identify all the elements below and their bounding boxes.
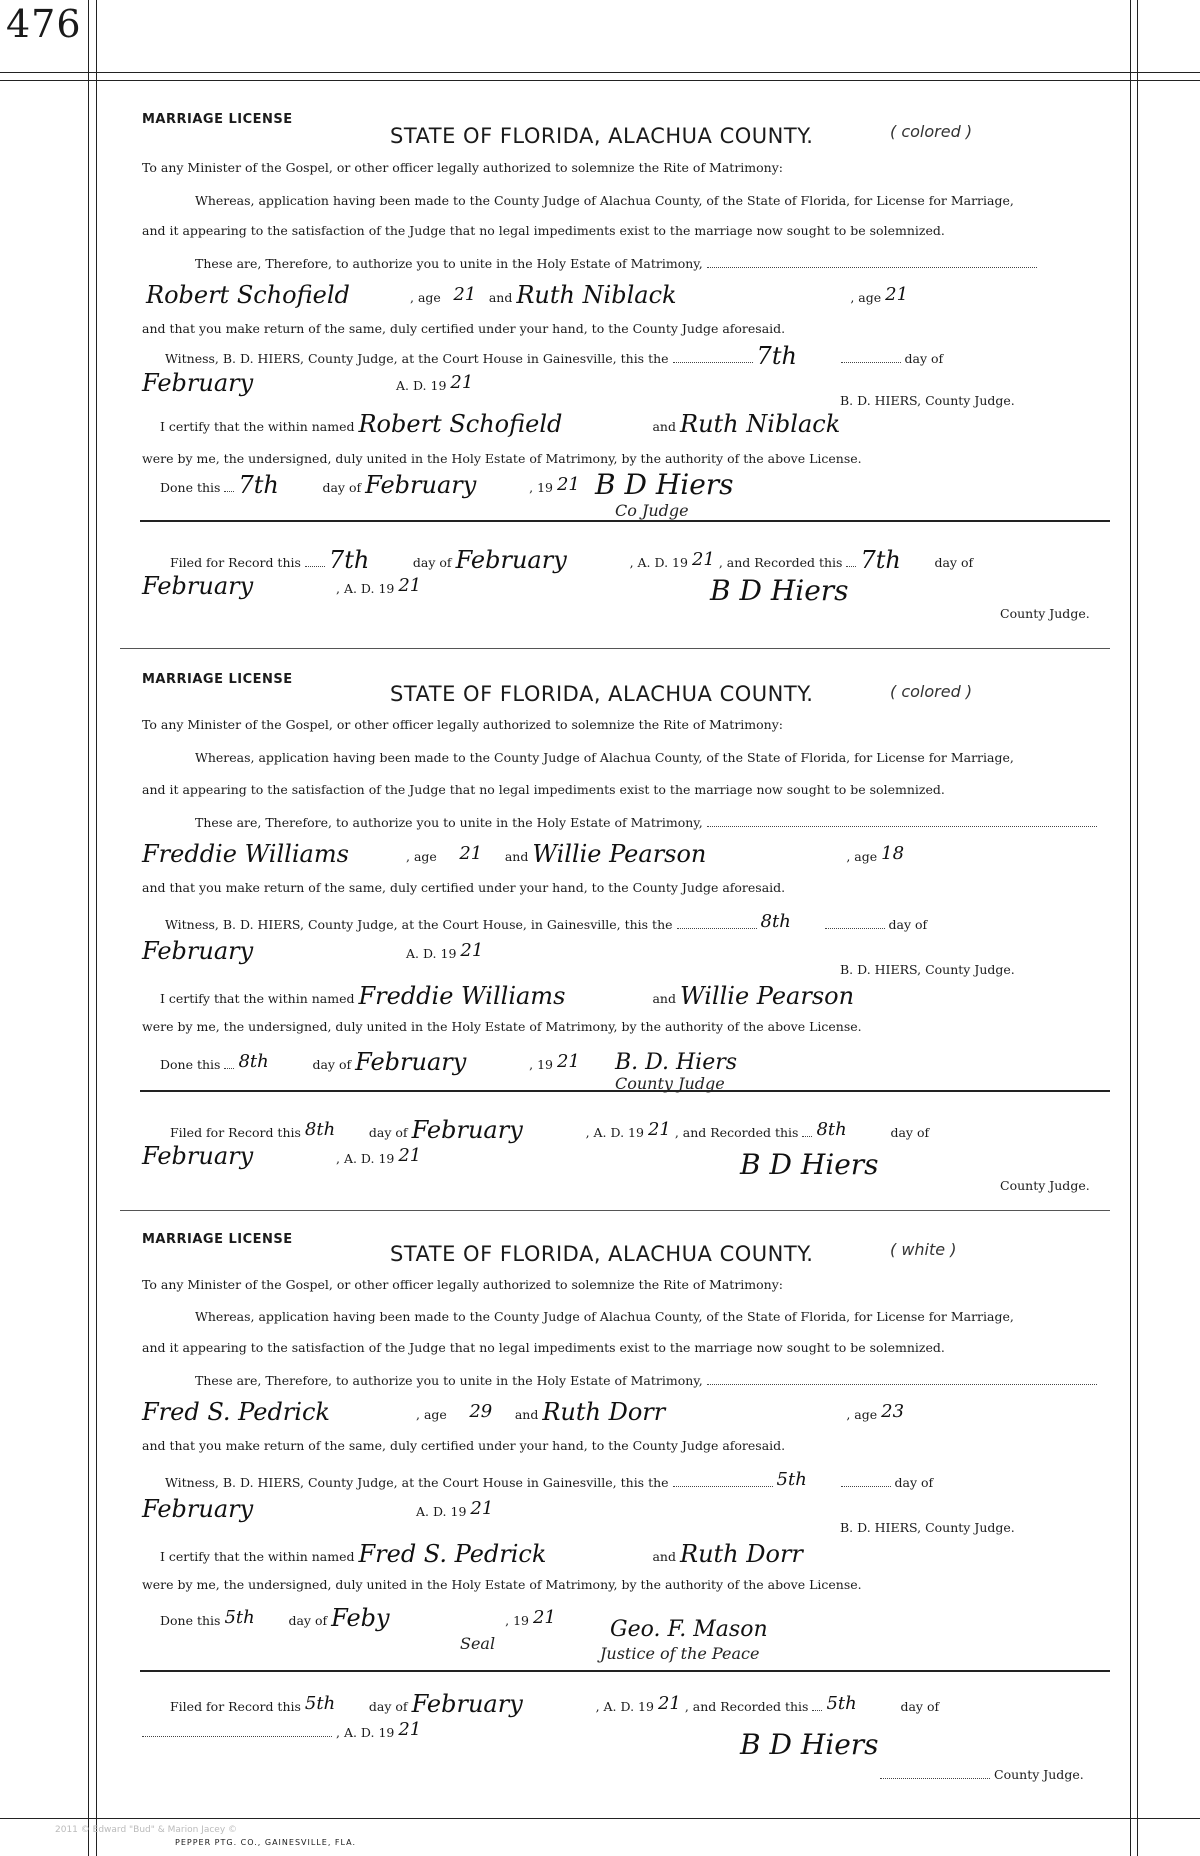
filed-year: 21	[657, 1693, 681, 1714]
filed-month: February	[455, 546, 567, 574]
authorize-line: These are, Therefore, to authorize you to unite in the Holy Estate of Matrimony,	[195, 255, 1037, 271]
done-day: 5th	[224, 1607, 255, 1628]
race-note: ( colored )	[890, 682, 973, 701]
certify-line: I certify that the within named Fred S. Pedrick and Ruth Dorr	[160, 1542, 940, 1564]
done-month: Feby	[331, 1604, 390, 1632]
united-line: were by me, the undersigned, duly united in the Holy Estate of Matrimony, by the authority of the above License.	[142, 451, 862, 466]
copyright-watermark: 2011 © Edward "Bud" & Marion Jacey ©	[55, 1825, 238, 1835]
appearing-line: and it appearing to the satisfaction of the Judge that no legal impediments exist to the marriage now sought to be solemnized.	[142, 1340, 945, 1355]
recorded-day: 8th	[816, 1119, 847, 1140]
filed-year: 21	[691, 549, 715, 570]
whereas-line: Whereas, application having been made to the County Judge of Alachua County, of the State of Florida, for License for Marriage,	[195, 1309, 1014, 1324]
judge-title: B. D. HIERS, County Judge.	[840, 393, 1015, 408]
appearing-line: and it appearing to the satisfaction of the Judge that no legal impediments exist to the marriage now sought to be solemnized.	[142, 782, 945, 797]
bride-age: 21	[885, 284, 909, 305]
recorded-month-line: February , A. D. 19 21	[142, 1142, 422, 1170]
done-year: 21	[532, 1607, 556, 1628]
filed-day: 5th	[304, 1693, 336, 1714]
done-year: 21	[556, 474, 580, 495]
race-note: ( white )	[890, 1240, 957, 1259]
officiant-signature: Geo. F. Mason	[610, 1617, 768, 1642]
license-3-filing	[120, 1692, 1110, 1802]
state-title: STATE OF FLORIDA, ALACHUA COUNTY.	[390, 124, 814, 148]
printer-imprint: PEPPER PTG. CO., GAINESVILLE, FLA.	[175, 1838, 357, 1847]
officiant-title: Co Judge	[615, 501, 689, 520]
done-year: 21	[556, 1051, 580, 1072]
cert-bride: Ruth Niblack	[680, 410, 841, 438]
ledger-top-rule-inner	[0, 80, 1200, 81]
groom-age: 21	[453, 284, 477, 305]
done-month: February	[355, 1048, 467, 1076]
cert-groom: Freddie Williams	[358, 982, 566, 1010]
parties-line: Freddie Williams , age 21 and Willie Pearson , age 18	[142, 842, 941, 864]
record-signature: B D Hiers	[710, 574, 849, 607]
ledger-margin-line-left	[88, 0, 89, 1856]
whereas-line: Whereas, application having been made to the County Judge of Alachua County, of the State of Florida, for License for Marriage,	[195, 193, 1014, 208]
witness-month: February	[142, 369, 254, 397]
done-line: Done this 7th day of February , 19 21	[160, 471, 580, 499]
witness-month: February	[142, 937, 254, 965]
done-line: Done this 8th day of February , 19 21	[160, 1048, 580, 1076]
witness-line: Witness, B. D. HIERS, County Judge, at the Court House in Gainesville, this the 7th day of	[165, 342, 944, 370]
state-title: STATE OF FLORIDA, ALACHUA COUNTY.	[390, 1242, 814, 1266]
recorded-month-line: , A. D. 19 21	[142, 1718, 421, 1740]
witness-year: 21	[470, 1498, 494, 1519]
done-day: 7th	[238, 471, 279, 499]
witness-day: 5th	[776, 1469, 807, 1490]
address-line: To any Minister of the Gospel, or other officer legally authorized to solemnize the Rite of Matrimony:	[142, 160, 783, 175]
record-signature: B D Hiers	[740, 1728, 879, 1761]
cert-bride: Ruth Dorr	[680, 1540, 803, 1568]
judge-title: B. D. HIERS, County Judge.	[840, 962, 1015, 977]
officiant-signature: B D Hiers	[595, 468, 734, 501]
recorded-month: February	[142, 572, 254, 600]
license-1-filing	[120, 548, 1110, 638]
license-label: MARRIAGE LICENSE	[142, 1232, 293, 1247]
license-label: MARRIAGE LICENSE	[142, 112, 293, 127]
bride-name: Willie Pearson	[532, 840, 707, 868]
groom-age: 21	[459, 843, 483, 864]
groom-name: Robert Schofield	[146, 281, 350, 309]
witness-year: 21	[450, 372, 474, 393]
county-judge-label: County Judge.	[880, 1766, 1084, 1782]
certify-line: I certify that the within named Robert Schofield and Ruth Niblack	[160, 412, 940, 434]
address-line: To any Minister of the Gospel, or other officer legally authorized to solemnize the Rite of Matrimony:	[142, 717, 783, 732]
filed-day: 7th	[328, 546, 370, 574]
officiant-title: County Judge	[615, 1074, 725, 1093]
united-line: were by me, the undersigned, duly united in the Holy Estate of Matrimony, by the authority of the above License.	[142, 1577, 862, 1592]
filed-day: 8th	[304, 1119, 336, 1140]
cert-bride: Willie Pearson	[680, 982, 855, 1010]
witness-line: Witness, B. D. HIERS, County Judge, at the Court House in Gainesville, this the 5th day of	[165, 1469, 934, 1490]
filed-month: February	[411, 1116, 523, 1144]
officiant-seal: Seal	[460, 1634, 496, 1653]
certify-line: I certify that the within named Freddie Williams and Willie Pearson	[160, 984, 940, 1006]
recorded-month: February	[142, 1142, 254, 1170]
state-title: STATE OF FLORIDA, ALACHUA COUNTY.	[390, 682, 814, 706]
recorded-month-blank	[142, 1724, 332, 1737]
parties-line: Fred S. Pedrick , age 29 and Ruth Dorr , age 23	[142, 1400, 941, 1422]
return-line: and that you make return of the same, duly certified under your hand, to the County Judge aforesaid.	[142, 1438, 786, 1453]
judge-title: B. D. HIERS, County Judge.	[840, 1520, 1015, 1535]
authorize-line: These are, Therefore, to authorize you to unite in the Holy Estate of Matrimony,	[195, 1372, 1097, 1388]
bride-age: 18	[881, 843, 905, 864]
ledger-margin-line-right	[1130, 0, 1131, 1856]
race-note: ( colored )	[890, 122, 973, 141]
cert-groom: Fred S. Pedrick	[358, 1540, 547, 1568]
license-record-3	[120, 1232, 1110, 1672]
record-signature: B D Hiers	[740, 1148, 879, 1181]
page-number: 476	[6, 2, 82, 46]
united-line: were by me, the undersigned, duly united in the Holy Estate of Matrimony, by the authority of the above License.	[142, 1019, 862, 1034]
filed-month: February	[411, 1690, 523, 1718]
county-judge-label: County Judge.	[1000, 606, 1090, 621]
witness-month: February	[142, 1495, 254, 1523]
done-month: February	[365, 471, 477, 499]
witness-month-line: February A. D. 19 21	[142, 937, 484, 965]
witness-day: 7th	[756, 342, 797, 370]
whereas-line: Whereas, application having been made to the County Judge of Alachua County, of the State of Florida, for License for Marriage,	[195, 750, 1014, 765]
ledger-bottom-rule	[0, 1818, 1200, 1819]
witness-month-line: February A. D. 19 21	[142, 1495, 494, 1523]
done-day: 8th	[238, 1051, 269, 1072]
return-line: and that you make return of the same, duly certified under your hand, to the County Judge aforesaid.	[142, 321, 786, 336]
bride-name: Ruth Niblack	[516, 281, 677, 309]
county-judge-label: County Judge.	[1000, 1178, 1090, 1193]
appearing-line: and it appearing to the satisfaction of the Judge that no legal impediments exist to the marriage now sought to be solemnized.	[142, 223, 945, 238]
recorded-day: 7th	[860, 546, 901, 574]
bride-age: 23	[881, 1401, 905, 1422]
witness-day: 8th	[760, 911, 791, 932]
recorded-year: 21	[398, 1145, 422, 1166]
license-label: MARRIAGE LICENSE	[142, 672, 293, 687]
section-separator-thin	[120, 648, 1110, 649]
filed-year: 21	[647, 1119, 671, 1140]
groom-age: 29	[469, 1401, 493, 1422]
officiant-signature: B. D. Hiers	[615, 1050, 738, 1075]
ledger-margin-line-left-inner	[96, 0, 97, 1856]
section-separator	[140, 1090, 1110, 1092]
return-line: and that you make return of the same, duly certified under your hand, to the County Judge aforesaid.	[142, 880, 786, 895]
officiant-title: Justice of the Peace	[600, 1644, 760, 1663]
witness-line: Witness, B. D. HIERS, County Judge, at the Court House, in Gainesville, this the 8th day of	[165, 911, 928, 932]
recorded-year: 21	[398, 1719, 422, 1740]
address-line: To any Minister of the Gospel, or other officer legally authorized to solemnize the Rite of Matrimony:	[142, 1277, 783, 1292]
groom-name: Freddie Williams	[142, 840, 349, 868]
witness-year: 21	[460, 940, 484, 961]
section-separator	[140, 1670, 1110, 1672]
recorded-month-line: February , A. D. 19 21	[142, 572, 422, 600]
filed-line: Filed for Record this 7th day of February , A. D. 19 21 , and Recorded this 7th day of	[170, 546, 974, 574]
filed-line: Filed for Record this 5th day of February , A. D. 19 21 , and Recorded this 5th day of	[170, 1690, 940, 1718]
section-separator	[140, 520, 1110, 522]
recorded-day: 5th	[826, 1693, 857, 1714]
section-separator-thin	[120, 1210, 1110, 1211]
witness-month-line: February A. D. 19 21	[142, 369, 474, 397]
parties-line: Robert Schofield , age 21 and Ruth Niblack , age 21	[142, 283, 945, 305]
done-line: Done this 5th day of Feby , 19 21	[160, 1604, 556, 1632]
groom-name: Fred S. Pedrick	[142, 1398, 330, 1426]
cert-groom: Robert Schofield	[358, 410, 563, 438]
bride-name: Ruth Dorr	[542, 1398, 666, 1426]
license-2-filing	[120, 1118, 1110, 1208]
recorded-year: 21	[398, 575, 422, 596]
license-record-2	[120, 672, 1110, 1122]
ledger-margin-line-right-inner	[1137, 0, 1138, 1856]
filed-line: Filed for Record this 8th day of February , A. D. 19 21 , and Recorded this 8th day of	[170, 1116, 930, 1144]
authorize-line: These are, Therefore, to authorize you to unite in the Holy Estate of Matrimony,	[195, 814, 1097, 830]
ledger-top-rule	[0, 72, 1200, 73]
